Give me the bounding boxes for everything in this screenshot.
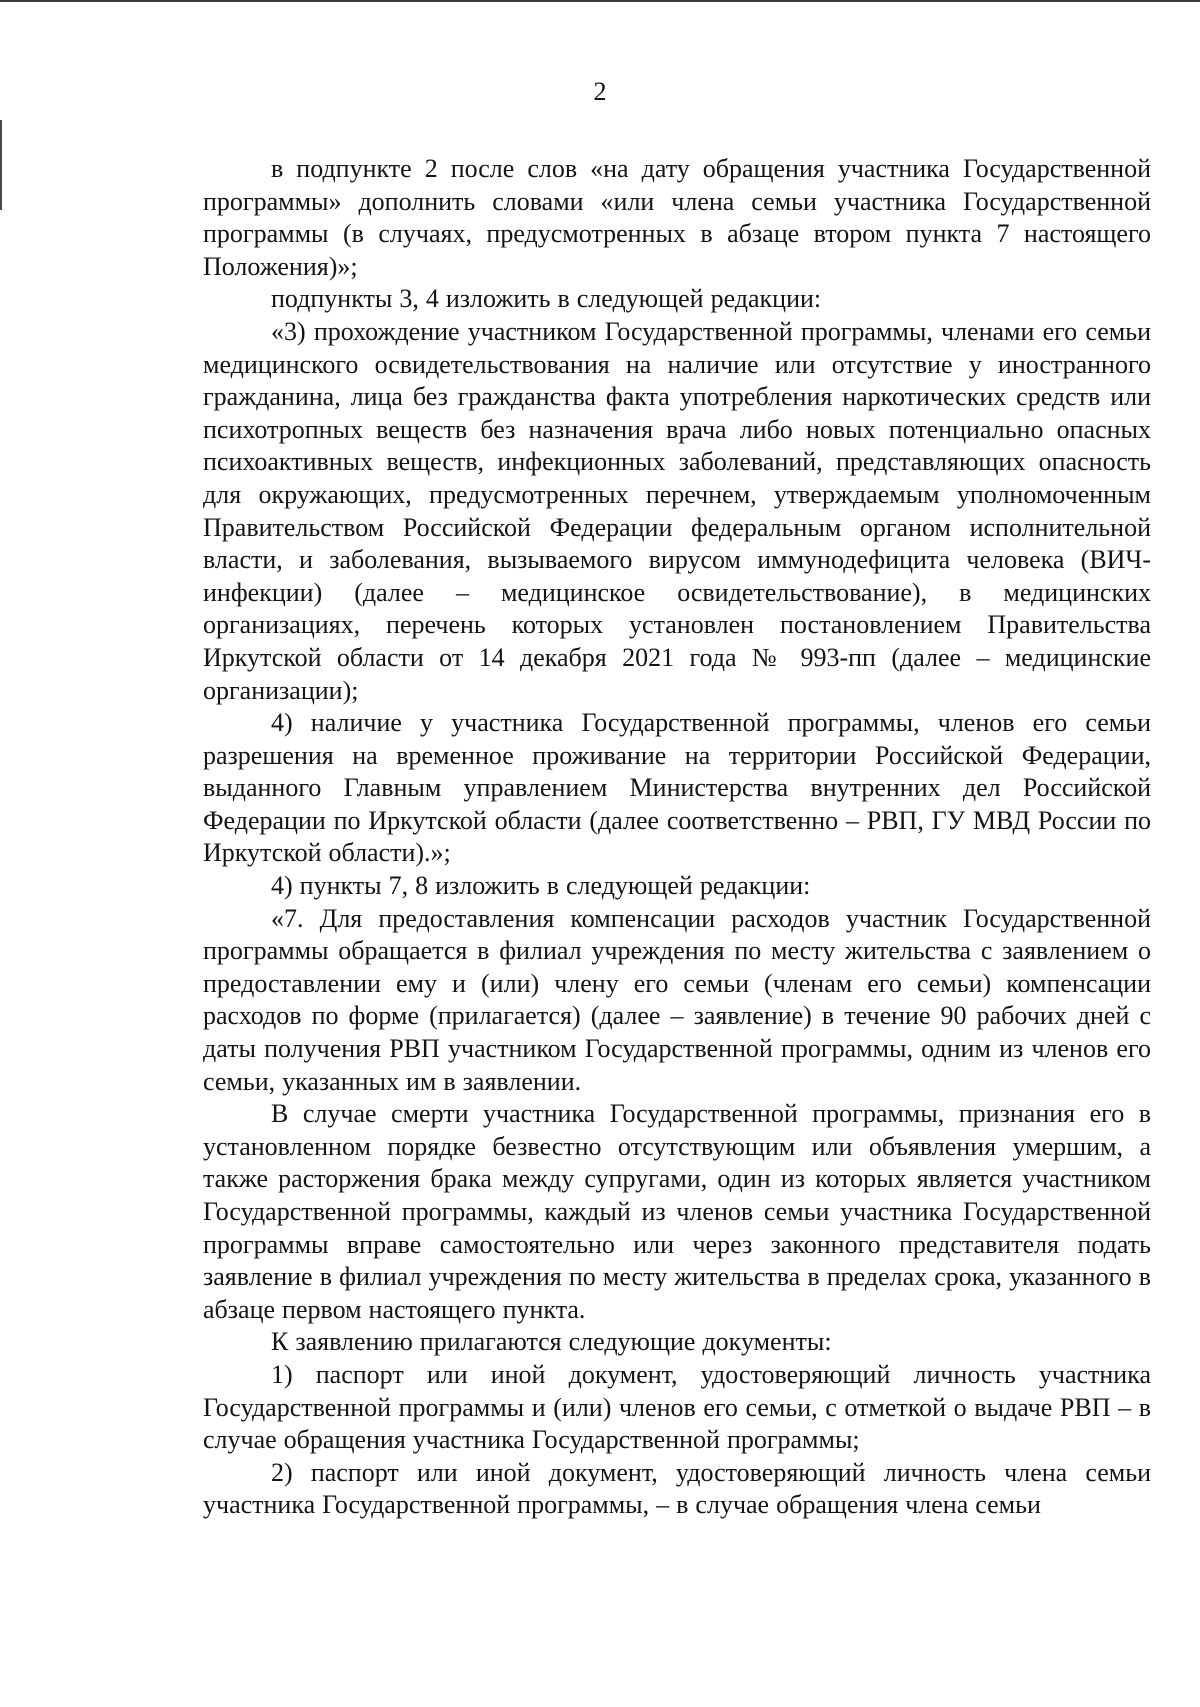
paragraph: В случае смерти участника Государственной программы, признания его в установленном порядке безвестно отсутствующим или объявления умершим, а также расторжения брака между супругами, один из которых является участником Государственной программы, каждый из членов семьи участника Государственной программы вправе самостоятельно или через законного представителя подать заявление в филиал учреждения по месту жительства в пределах срока, указанного в абзаце первом настоящего пункта. (203, 1099, 1151, 1324)
paragraph: подпункты 3, 4 изложить в следующей редакции: (271, 284, 822, 314)
paragraph: 4) наличие у участника Государственной программы, членов его семьи разрешения на временное проживание на территории Российской Федерации, выданного Главным управлением Министерства внутренних дел Российской Федерации по Иркутской области (далее соответственно – РВП, ГУ МВД России по Иркутской области).»; (203, 708, 1151, 868)
paragraph: 1) паспорт или иной документ, удостоверяющий личность участника Государственной программы и (или) членов его семьи, с отметкой о выдаче РВП – в случае обращения участника Государственной программы; (203, 1359, 1151, 1455)
document-body (203, 153, 1151, 1522)
scan-edge-top (0, 0, 1200, 2)
page-number: 2 (593, 77, 607, 106)
paragraph: К заявлению прилагаются следующие документы: (271, 1327, 832, 1357)
paragraph: в подпункте 2 после слов «на дату обращения участника Государственной программы» дополнить словами «или члена семьи участника Государственной программы (в случаях, предусмотренных в абзаце втором пункта 7 настоящего Положения)»; (203, 154, 1151, 281)
paragraph: «7. Для предоставления компенсации расходов участник Государственной программы обращается в филиал учреждения по месту жительства с заявлением о предоставлении ему и (или) члену его семьи (членам его семьи) компенсации расходов по форме (прилагается) (далее – заявление) в течение 90 рабочих дней с даты получения РВП участником Государственной программы, одним из членов его семьи, указанных им в заявлении. (203, 903, 1151, 1096)
paragraph: 4) пункты 7, 8 изложить в следующей редакции: (271, 871, 811, 901)
paragraph: «3) прохождение участником Государственной программы, членами его семьи медицинского освидетельствования на наличие или отсутствие у иностранного гражданина, лица без гражданства факта употребления наркотических средств или психотропных веществ без назначения врача либо новых потенциально опасных психоактивных веществ, инфекционных заболеваний, представляющих опасность для окружающих, предусмотренных перечнем, утверждаемым уполномоченным Правительством Российской Федерации федеральным органом исполнительной власти, и заболевания, вызываемого вирусом иммунодефицита человека (ВИЧ-инфекции) (далее – медицинское освидетельствование), в медицинских организациях, перечень которых установлен постановлением Правительства Иркутской области от 14 декабря 2021 года № 993-пп (далее – медицинские организации); (203, 316, 1151, 705)
paragraph: 2) паспорт или иной документ, удостоверяющий личность члена семьи участника Государственной программы, – в случае обращения члена семьи (203, 1457, 1151, 1520)
scan-edge-left (0, 120, 2, 210)
